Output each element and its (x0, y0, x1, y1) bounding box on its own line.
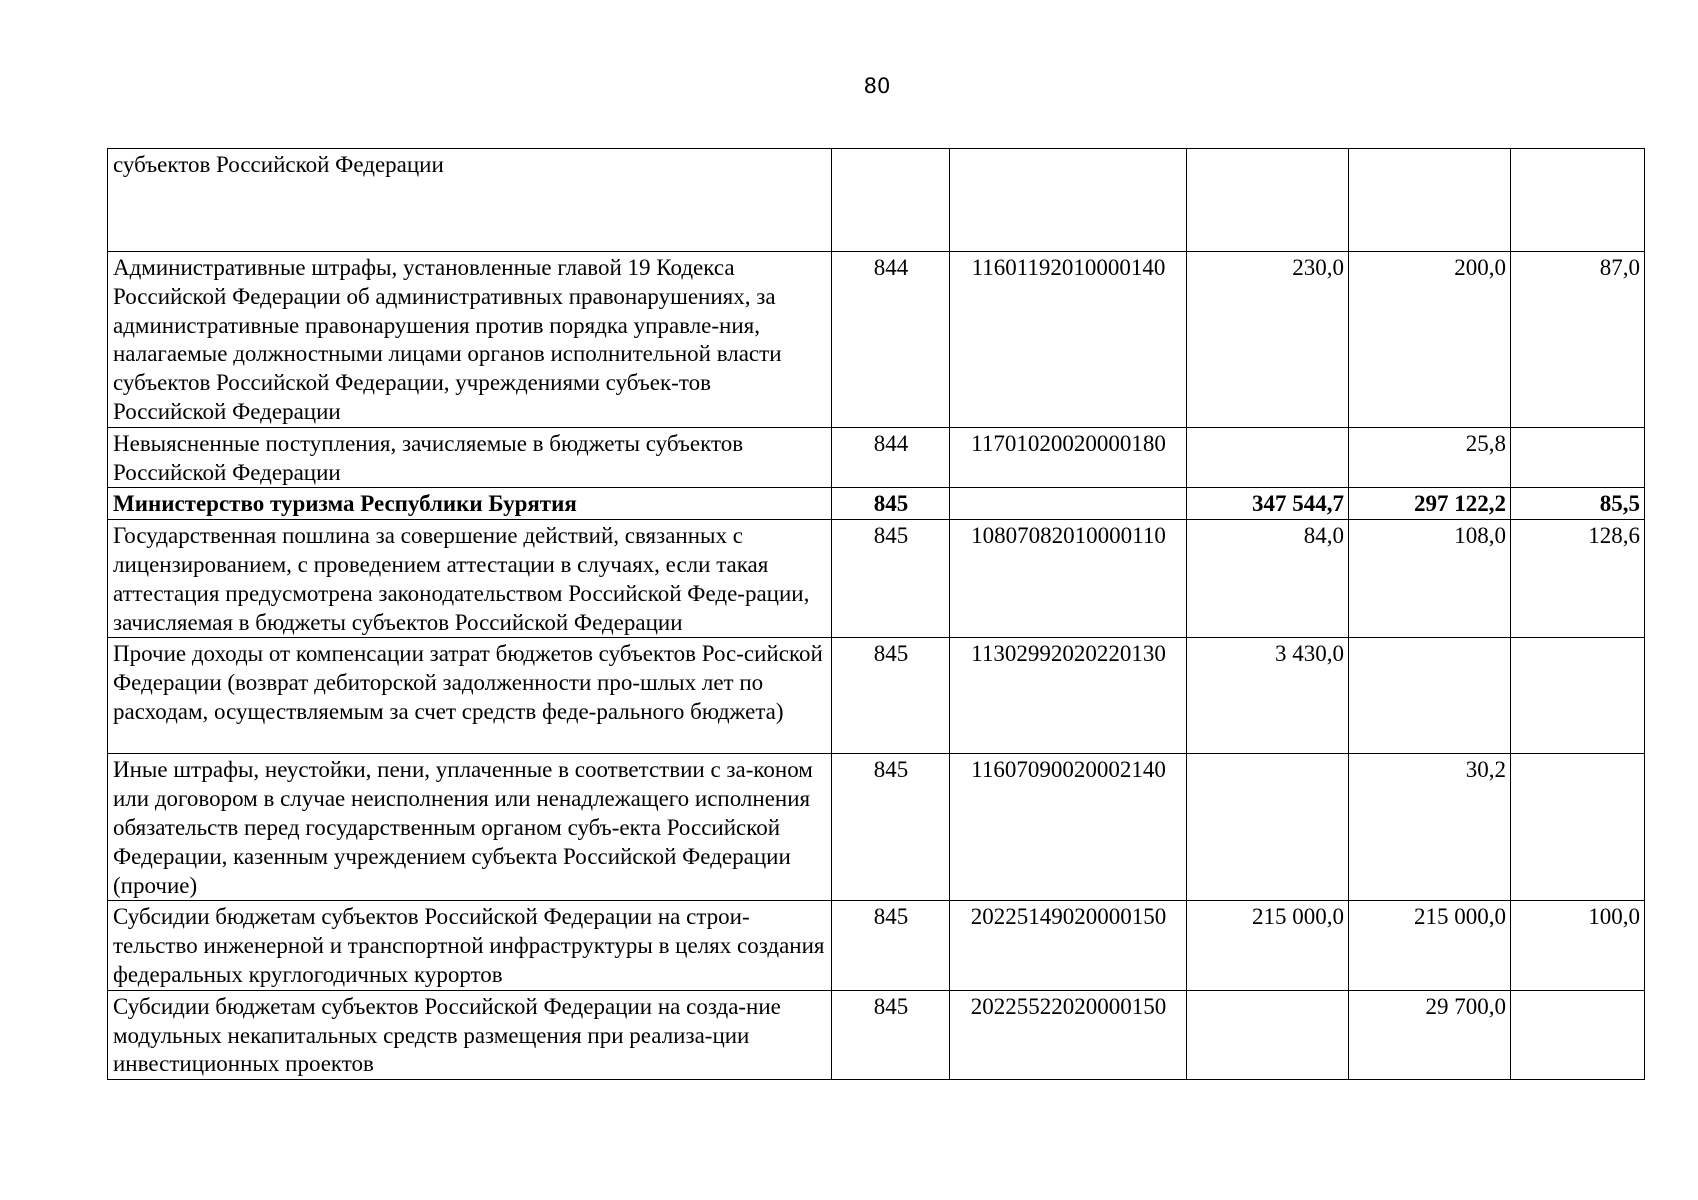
table-row (108, 149, 1645, 252)
table-row (108, 252, 1645, 428)
table-row (108, 520, 1645, 638)
table-row (108, 754, 1645, 901)
row-admin-code: 845 (832, 520, 950, 638)
row-description: субъектов Российской Федерации (108, 149, 832, 252)
row-kbk-code (950, 149, 1187, 252)
row-admin-code: 844 (832, 427, 950, 488)
row-description: Субсидии бюджетам субъектов Российской Федерации на созда-ние модульных некапитальных средств размещения при реализа-ции инвестиционных проектов (108, 990, 832, 1079)
row-admin-code: 845 (832, 488, 950, 520)
row-kbk-code (950, 488, 1187, 520)
row-admin-code: 845 (832, 754, 950, 901)
row-percent-value (1511, 149, 1645, 252)
row-description: Иные штрафы, неустойки, пени, уплаченные в соответствии с за-коном или договором в случае неисполнения или ненадлежащего исполнения обязательств перед государственным органом субъ-екта Российской Федерации, казенным учреждением субъекта Российской Федерации (прочие) (108, 754, 832, 901)
table-row (108, 488, 1645, 520)
row-actual-value: 215 000,0 (1349, 901, 1511, 990)
row-percent-value: 100,0 (1511, 901, 1645, 990)
row-plan-value: 3 430,0 (1187, 638, 1349, 754)
row-plan-value (1187, 990, 1349, 1079)
row-description: Прочие доходы от компенсации затрат бюджетов субъектов Рос-сийской Федерации (возврат дебиторской задолженности про-шлых лет по расходам, осуществляемым за счет средств феде-рального бюджета) (108, 638, 832, 754)
row-admin-code: 845 (832, 638, 950, 754)
row-actual-value: 200,0 (1349, 252, 1511, 428)
row-description: Государственная пошлина за совершение действий, связанных с лицензированием, с проведением аттестации в случаях, если такая аттестация предусмотрена законодательством Российской Феде-рации, зачисляемая в бюджеты субъектов Российской Федерации (108, 520, 832, 638)
row-plan-value (1187, 149, 1349, 252)
row-admin-code (832, 149, 950, 252)
row-kbk-code: 11601192010000140 (950, 252, 1187, 428)
row-plan-value: 84,0 (1187, 520, 1349, 638)
row-description: Министерство туризма Республики Бурятия (108, 488, 832, 520)
table-row (108, 901, 1645, 990)
table-row (108, 427, 1645, 488)
table-body (108, 149, 1645, 1080)
row-actual-value (1349, 638, 1511, 754)
row-description: Субсидии бюджетам субъектов Российской Федерации на строи-тельство инженерной и транспортной инфраструктуры в целях создания федеральных круглогодичных курортов (108, 901, 832, 990)
row-plan-value: 347 544,7 (1187, 488, 1349, 520)
row-percent-value (1511, 754, 1645, 901)
row-plan-value: 215 000,0 (1187, 901, 1349, 990)
row-percent-value (1511, 427, 1645, 488)
row-actual-value: 29 700,0 (1349, 990, 1511, 1079)
row-actual-value: 108,0 (1349, 520, 1511, 638)
row-description: Административные штрафы, установленные главой 19 Кодекса Российской Федерации об административных правонарушениях, за административные правонарушения против порядка управле-ния, налагаемые должностными лицами органов исполнительной власти субъектов Российской Федерации, учреждениями субъек-тов Российской Федерации (108, 252, 832, 428)
row-plan-value: 230,0 (1187, 252, 1349, 428)
row-admin-code: 844 (832, 252, 950, 428)
row-kbk-code: 11701020020000180 (950, 427, 1187, 488)
row-percent-value: 87,0 (1511, 252, 1645, 428)
row-kbk-code: 20225149020000150 (950, 901, 1187, 990)
row-actual-value: 297 122,2 (1349, 488, 1511, 520)
row-kbk-code: 10807082010000110 (950, 520, 1187, 638)
row-admin-code: 845 (832, 901, 950, 990)
row-description: Невыясненные поступления, зачисляемые в бюджеты субъектов Российской Федерации (108, 427, 832, 488)
row-percent-value: 128,6 (1511, 520, 1645, 638)
row-kbk-code: 20225522020000150 (950, 990, 1187, 1079)
table-row (108, 638, 1645, 754)
row-actual-value: 25,8 (1349, 427, 1511, 488)
row-admin-code: 845 (832, 990, 950, 1079)
row-percent-value (1511, 638, 1645, 754)
row-plan-value (1187, 427, 1349, 488)
revenue-table (107, 148, 1645, 1080)
row-plan-value (1187, 754, 1349, 901)
row-percent-value (1511, 990, 1645, 1079)
row-kbk-code: 11302992020220130 (950, 638, 1187, 754)
row-percent-value: 85,5 (1511, 488, 1645, 520)
row-kbk-code: 11607090020002140 (950, 754, 1187, 901)
page-number: 80 (863, 74, 891, 98)
row-actual-value: 30,2 (1349, 754, 1511, 901)
row-actual-value (1349, 149, 1511, 252)
table-row (108, 990, 1645, 1079)
